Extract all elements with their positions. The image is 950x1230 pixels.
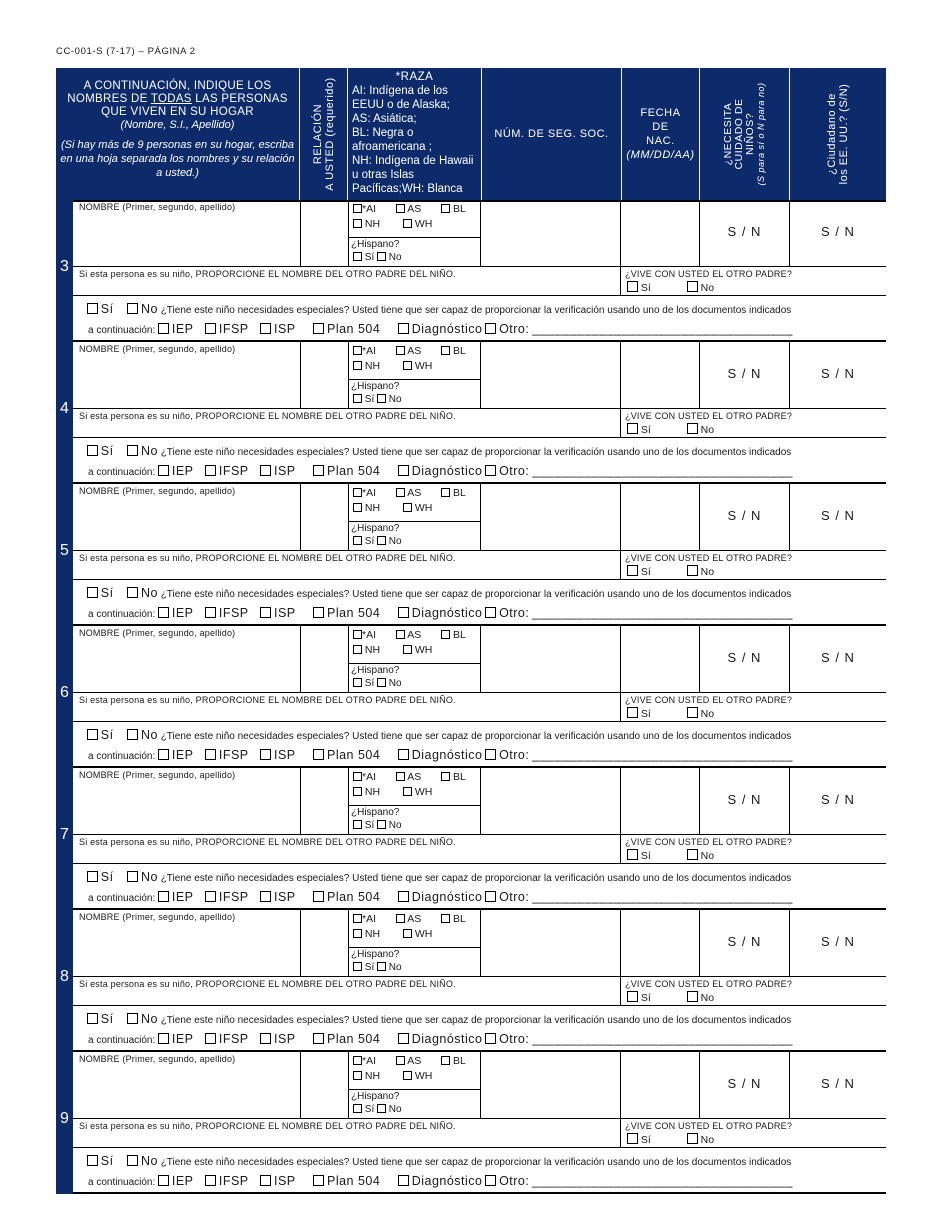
- iep-checkbox[interactable]: [158, 323, 169, 334]
- special-needs-line-2: a continuación: IEP IFSP ISP Plan 504 Diagnóstico Otro: ___________________________________: [88, 1032, 793, 1046]
- otro-field[interactable]: ___________________________________: [532, 322, 793, 336]
- hispanic-no-checkbox[interactable]: [377, 962, 386, 971]
- diagnostico-checkbox[interactable]: [398, 891, 409, 902]
- header-names-line-4: (Nombre, S.I., Apellido): [120, 119, 235, 131]
- race-ai-checkbox[interactable]: [353, 914, 362, 923]
- race-bl-checkbox[interactable]: [441, 204, 450, 213]
- otro-checkbox[interactable]: [485, 891, 496, 902]
- name-label: NOMBRE (Primer, segundo, apellido): [79, 486, 236, 496]
- plan504-checkbox[interactable]: [313, 891, 324, 902]
- name-field[interactable]: [74, 1066, 299, 1117]
- table-header: [56, 68, 886, 202]
- race-bl-checkbox[interactable]: [441, 772, 450, 781]
- otro-field[interactable]: ___________________________________: [532, 1174, 793, 1188]
- citizen-yn[interactable]: S / N: [821, 1076, 855, 1091]
- dob-field[interactable]: [621, 1053, 698, 1117]
- race-row-1: *AI AS BL: [353, 629, 466, 641]
- ifsp-checkbox[interactable]: [205, 749, 216, 760]
- dob-field[interactable]: [621, 343, 698, 407]
- race-as-checkbox[interactable]: [396, 772, 405, 781]
- race-wh-checkbox[interactable]: [403, 1071, 412, 1080]
- race-row-1: *AI AS BL: [353, 487, 466, 499]
- person-row: [56, 342, 886, 484]
- ifsp-checkbox[interactable]: [205, 465, 216, 476]
- diagnostico-checkbox[interactable]: [398, 1033, 409, 1044]
- race-row-1: *AI AS BL: [353, 345, 466, 357]
- special-needs-line-1: Sí No ¿Tiene este niño necesidades especiales? Usted tiene que ser capaz de proporcionar la verificación usando uno de los documentos indicados: [87, 1154, 791, 1168]
- race-nh-checkbox[interactable]: [353, 787, 362, 796]
- hispanic-options: Sí No: [353, 962, 402, 973]
- other-parent-label: Si esta persona es su niño, PROPORCIONE EL NOMBRE DEL OTRO PADRE DEL NIÑO.: [79, 695, 456, 705]
- iep-checkbox[interactable]: [158, 607, 169, 618]
- header-names-line-1: A CONTINUACIÓN, INDIQUE LOS: [83, 80, 272, 92]
- special-needs-line-1: Sí No ¿Tiene este niño necesidades especiales? Usted tiene que ser capaz de proporcionar la verificación usando uno de los documentos indicados: [87, 728, 791, 742]
- dob-field[interactable]: [621, 769, 698, 833]
- isp-checkbox[interactable]: [260, 323, 271, 334]
- relation-field[interactable]: [301, 1053, 347, 1117]
- hispanic-yes-checkbox[interactable]: [353, 252, 362, 261]
- hispanic-options: Sí No: [353, 1104, 402, 1115]
- iep-checkbox[interactable]: [158, 1175, 169, 1186]
- relation-field[interactable]: [301, 343, 347, 407]
- plan504-checkbox[interactable]: [313, 607, 324, 618]
- special-needs-line-1: Sí No ¿Tiene este niño necesidades especiales? Usted tiene que ser capaz de proporcionar la verificación usando uno de los documentos indicados: [87, 1012, 791, 1026]
- header-childcare-column: ¿NECESITA CUIDADO DE NIÑOS? (S para sí o N para no): [700, 68, 790, 200]
- diagnostico-checkbox[interactable]: [398, 1175, 409, 1186]
- other-parent-field[interactable]: [74, 990, 619, 1004]
- header-relation-column: RELACIÓN A USTED (requerido): [300, 68, 348, 200]
- person-number: 3: [56, 200, 73, 342]
- other-parent-label: Si esta persona es su niño, PROPORCIONE EL NOMBRE DEL OTRO PADRE DEL NIÑO.: [79, 837, 456, 847]
- hispanic-yes-checkbox[interactable]: [353, 536, 362, 545]
- lives-with-no-checkbox[interactable]: [687, 423, 698, 434]
- lives-with-options: Sí No: [627, 991, 714, 1004]
- special-needs-line-2: a continuación: IEP IFSP ISP Plan 504 Diagnóstico Otro: ___________________________________: [88, 748, 793, 762]
- dob-field[interactable]: [621, 627, 698, 691]
- ifsp-checkbox[interactable]: [205, 891, 216, 902]
- special-needs-line-2: a continuación: IEP IFSP ISP Plan 504 Diagnóstico Otro: ___________________________________: [88, 606, 793, 620]
- race-as-checkbox[interactable]: [396, 914, 405, 923]
- header-names-note: (Si hay más de 9 personas en su hogar, escriba en una hoja separada los nombres y su relación a usted.): [60, 139, 295, 179]
- person-grid: [73, 200, 886, 342]
- special-needs-line-2: a continuación: IEP IFSP ISP Plan 504 Diagnóstico Otro: ___________________________________: [88, 1174, 793, 1188]
- relation-field[interactable]: [301, 769, 347, 833]
- person-grid: [73, 484, 886, 626]
- race-bl-checkbox[interactable]: [441, 630, 450, 639]
- childcare-yn[interactable]: S / N: [727, 366, 762, 381]
- name-field[interactable]: [74, 924, 299, 975]
- isp-checkbox[interactable]: [260, 749, 271, 760]
- iep-checkbox[interactable]: [158, 1033, 169, 1044]
- race-nh-checkbox[interactable]: [353, 645, 362, 654]
- relation-field[interactable]: [301, 201, 347, 265]
- race-ai-checkbox[interactable]: [353, 346, 362, 355]
- special-needs-yes-checkbox[interactable]: [87, 1013, 98, 1024]
- otro-checkbox[interactable]: [485, 1175, 496, 1186]
- childcare-yn[interactable]: S / N: [727, 934, 762, 949]
- hispanic-no-checkbox[interactable]: [377, 536, 386, 545]
- form-code: CC-001-S (7-17) – PÁGINA 2: [56, 46, 196, 57]
- name-field[interactable]: [74, 498, 299, 549]
- ifsp-checkbox[interactable]: [205, 607, 216, 618]
- lives-with-yes-checkbox[interactable]: [627, 707, 638, 718]
- lives-with-no-checkbox[interactable]: [687, 565, 698, 576]
- other-parent-field[interactable]: [74, 564, 619, 578]
- hispanic-yes-checkbox[interactable]: [353, 820, 362, 829]
- lives-with-no-checkbox[interactable]: [687, 281, 698, 292]
- citizen-yn[interactable]: S / N: [821, 934, 855, 949]
- lives-with-label: ¿VIVE CON USTED EL OTRO PADRE?: [625, 553, 793, 563]
- other-parent-label: Si esta persona es su niño, PROPORCIONE EL NOMBRE DEL OTRO PADRE DEL NIÑO.: [79, 1121, 456, 1131]
- special-needs-line-2: a continuación: IEP IFSP ISP Plan 504 Diagnóstico Otro: ___________________________________: [88, 464, 793, 478]
- name-label: NOMBRE (Primer, segundo, apellido): [79, 1054, 236, 1064]
- header-names-column: [56, 68, 300, 200]
- special-needs-line-1: Sí No ¿Tiene este niño necesidades especiales? Usted tiene que ser capaz de proporcionar la verificación usando uno de los documentos indicados: [87, 870, 791, 884]
- person-number: 5: [56, 484, 73, 626]
- ssn-field[interactable]: [481, 201, 619, 265]
- lives-with-label: ¿VIVE CON USTED EL OTRO PADRE?: [625, 979, 793, 989]
- lives-with-yes-checkbox[interactable]: [627, 1133, 638, 1144]
- race-as-checkbox[interactable]: [396, 204, 405, 213]
- iep-checkbox[interactable]: [158, 749, 169, 760]
- race-row-2: NH WH: [353, 360, 432, 372]
- race-row-2: NH WH: [353, 502, 432, 514]
- lives-with-label: ¿VIVE CON USTED EL OTRO PADRE?: [625, 269, 793, 279]
- other-parent-field[interactable]: [74, 1132, 619, 1146]
- person-grid: [73, 1052, 886, 1194]
- other-parent-field[interactable]: [74, 280, 619, 294]
- ssn-field[interactable]: [481, 769, 619, 833]
- header-ssn-column: NÚM. DE SEG. SOC.: [482, 68, 622, 200]
- race-row-1: *AI AS BL: [353, 1055, 466, 1067]
- ssn-field[interactable]: [481, 911, 619, 975]
- plan504-checkbox[interactable]: [313, 749, 324, 760]
- name-label: NOMBRE (Primer, segundo, apellido): [79, 912, 236, 922]
- other-parent-label: Si esta persona es su niño, PROPORCIONE EL NOMBRE DEL OTRO PADRE DEL NIÑO.: [79, 411, 456, 421]
- ssn-field[interactable]: [481, 1053, 619, 1117]
- person-grid: [73, 626, 886, 768]
- isp-checkbox[interactable]: [260, 1033, 271, 1044]
- otro-field[interactable]: ___________________________________: [532, 606, 793, 620]
- special-needs-no-checkbox[interactable]: [127, 1155, 138, 1166]
- citizen-yn[interactable]: S / N: [821, 650, 855, 665]
- race-bl-checkbox[interactable]: [441, 914, 450, 923]
- person-row: [56, 626, 886, 768]
- special-needs-yes-checkbox[interactable]: [87, 587, 98, 598]
- lives-with-yes-checkbox[interactable]: [627, 849, 638, 860]
- person-row: [56, 1052, 886, 1194]
- name-label: NOMBRE (Primer, segundo, apellido): [79, 202, 236, 212]
- special-needs-line-1: Sí No ¿Tiene este niño necesidades especiales? Usted tiene que ser capaz de proporcionar la verificación usando uno de los documentos indicados: [87, 586, 791, 600]
- person-grid: [73, 910, 886, 1052]
- hispanic-yes-checkbox[interactable]: [353, 678, 362, 687]
- lives-with-no-checkbox[interactable]: [687, 849, 698, 860]
- other-parent-label: Si esta persona es su niño, PROPORCIONE EL NOMBRE DEL OTRO PADRE DEL NIÑO.: [79, 269, 456, 279]
- ifsp-checkbox[interactable]: [205, 1175, 216, 1186]
- special-needs-question: ¿Tiene este niño necesidades especiales? Usted tiene que ser capaz de proporcionar la verificación usando uno de los documentos indicados: [160, 1015, 792, 1026]
- otro-checkbox[interactable]: [485, 323, 496, 334]
- person-row: [56, 200, 886, 342]
- race-row-1: *AI AS BL: [353, 913, 466, 925]
- race-ai-checkbox[interactable]: [353, 630, 362, 639]
- race-ai-checkbox[interactable]: [353, 772, 362, 781]
- lives-with-yes-checkbox[interactable]: [627, 423, 638, 434]
- isp-checkbox[interactable]: [260, 607, 271, 618]
- lives-with-no-checkbox[interactable]: [687, 1133, 698, 1144]
- otro-field[interactable]: ___________________________________: [532, 1032, 793, 1046]
- race-row-1: *AI AS BL: [353, 771, 466, 783]
- childcare-yn[interactable]: S / N: [727, 650, 762, 665]
- dob-field[interactable]: [621, 201, 698, 265]
- hispanic-options: Sí No: [353, 252, 402, 263]
- ifsp-checkbox[interactable]: [205, 323, 216, 334]
- race-row-2: NH WH: [353, 928, 432, 940]
- otro-field[interactable]: ___________________________________: [532, 748, 793, 762]
- otro-checkbox[interactable]: [485, 749, 496, 760]
- hispanic-label: ¿Hispano?: [351, 807, 400, 818]
- relation-field[interactable]: [301, 627, 347, 691]
- ssn-field[interactable]: [481, 485, 619, 549]
- other-parent-label: Si esta persona es su niño, PROPORCIONE EL NOMBRE DEL OTRO PADRE DEL NIÑO.: [79, 553, 456, 563]
- person-row: [56, 910, 886, 1052]
- special-needs-question: ¿Tiene este niño necesidades especiales? Usted tiene que ser capaz de proporcionar la verificación usando uno de los documentos indicados: [160, 731, 792, 742]
- special-needs-no-checkbox[interactable]: [127, 1013, 138, 1024]
- name-label: NOMBRE (Primer, segundo, apellido): [79, 344, 236, 354]
- ssn-field[interactable]: [481, 343, 619, 407]
- lives-with-options: Sí No: [627, 1133, 714, 1146]
- lives-with-options: Sí No: [627, 281, 714, 294]
- hispanic-label: ¿Hispano?: [351, 949, 400, 960]
- race-bl-checkbox[interactable]: [441, 488, 450, 497]
- header-names-line-3: QUE VIVEN EN SU HOGAR: [101, 106, 254, 118]
- diagnostico-checkbox[interactable]: [398, 607, 409, 618]
- person-grid: [73, 768, 886, 910]
- hispanic-yes-checkbox[interactable]: [353, 1104, 362, 1113]
- citizen-yn[interactable]: S / N: [821, 224, 855, 239]
- otro-field[interactable]: ___________________________________: [532, 890, 793, 904]
- name-field[interactable]: [74, 214, 299, 265]
- other-parent-field[interactable]: [74, 706, 619, 720]
- hispanic-label: ¿Hispano?: [351, 381, 400, 392]
- person-number: 7: [56, 768, 73, 910]
- lives-with-label: ¿VIVE CON USTED EL OTRO PADRE?: [625, 695, 793, 705]
- special-needs-yes-checkbox[interactable]: [87, 1155, 98, 1166]
- special-needs-question: ¿Tiene este niño necesidades especiales? Usted tiene que ser capaz de proporcionar la verificación usando uno de los documentos indicados: [160, 873, 792, 884]
- childcare-yn[interactable]: S / N: [727, 792, 762, 807]
- diagnostico-checkbox[interactable]: [398, 323, 409, 334]
- childcare-yn[interactable]: S / N: [727, 224, 762, 239]
- citizen-yn[interactable]: S / N: [821, 792, 855, 807]
- lives-with-yes-checkbox[interactable]: [627, 991, 638, 1002]
- other-parent-label: Si esta persona es su niño, PROPORCIONE EL NOMBRE DEL OTRO PADRE DEL NIÑO.: [79, 979, 456, 989]
- race-wh-checkbox[interactable]: [403, 645, 412, 654]
- person-row: [56, 484, 886, 626]
- name-field[interactable]: [74, 640, 299, 691]
- race-row-2: NH WH: [353, 218, 432, 230]
- plan504-checkbox[interactable]: [313, 1033, 324, 1044]
- race-as-checkbox[interactable]: [396, 1056, 405, 1065]
- hispanic-no-checkbox[interactable]: [377, 1104, 386, 1113]
- special-needs-no-checkbox[interactable]: [127, 303, 138, 314]
- plan504-checkbox[interactable]: [313, 323, 324, 334]
- hispanic-label: ¿Hispano?: [351, 1091, 400, 1102]
- special-needs-question: ¿Tiene este niño necesidades especiales? Usted tiene que ser capaz de proporcionar la verificación usando uno de los documentos indicados: [160, 447, 792, 458]
- hispanic-label: ¿Hispano?: [351, 665, 400, 676]
- hispanic-label: ¿Hispano?: [351, 239, 400, 250]
- hispanic-label: ¿Hispano?: [351, 523, 400, 534]
- relation-field[interactable]: [301, 911, 347, 975]
- otro-checkbox[interactable]: [485, 465, 496, 476]
- special-needs-line-2: a continuación: IEP IFSP ISP Plan 504 Diagnóstico Otro: ___________________________________: [88, 890, 793, 904]
- race-wh-checkbox[interactable]: [403, 503, 412, 512]
- other-parent-field[interactable]: [74, 422, 619, 436]
- header-race-column: *RAZA AI: Indígena de los EEUU o de Alaska; AS: Asiática; BL: Negra o afroamericana ; NH: Indígena de Hawaii u otras Islas Pacíficas;WH: Blanca: [348, 68, 482, 200]
- special-needs-line-1: Sí No ¿Tiene este niño necesidades especiales? Usted tiene que ser capaz de proporcionar la verificación usando uno de los documentos indicados: [87, 444, 791, 458]
- race-nh-checkbox[interactable]: [353, 361, 362, 370]
- lives-with-label: ¿VIVE CON USTED EL OTRO PADRE?: [625, 837, 793, 847]
- special-needs-no-checkbox[interactable]: [127, 587, 138, 598]
- hispanic-no-checkbox[interactable]: [377, 394, 386, 403]
- race-ai-checkbox[interactable]: [353, 1056, 362, 1065]
- isp-checkbox[interactable]: [260, 1175, 271, 1186]
- special-needs-question: ¿Tiene este niño necesidades especiales? Usted tiene que ser capaz de proporcionar la verificación usando uno de los documentos indicados: [160, 305, 792, 316]
- race-as-checkbox[interactable]: [396, 630, 405, 639]
- hispanic-yes-checkbox[interactable]: [353, 962, 362, 971]
- otro-checkbox[interactable]: [485, 1033, 496, 1044]
- race-nh-checkbox[interactable]: [353, 929, 362, 938]
- race-bl-checkbox[interactable]: [441, 346, 450, 355]
- otro-field[interactable]: ___________________________________: [532, 464, 793, 478]
- special-needs-question: ¿Tiene este niño necesidades especiales? Usted tiene que ser capaz de proporcionar la verificación usando uno de los documentos indicados: [160, 1157, 792, 1168]
- dob-field[interactable]: [621, 911, 698, 975]
- dob-field[interactable]: [621, 485, 698, 549]
- race-nh-checkbox[interactable]: [353, 503, 362, 512]
- special-needs-question: ¿Tiene este niño necesidades especiales? Usted tiene que ser capaz de proporcionar la verificación usando uno de los documentos indicados: [160, 589, 792, 600]
- hispanic-no-checkbox[interactable]: [377, 820, 386, 829]
- race-wh-checkbox[interactable]: [403, 787, 412, 796]
- special-needs-no-checkbox[interactable]: [127, 729, 138, 740]
- lives-with-label: ¿VIVE CON USTED EL OTRO PADRE?: [625, 1121, 793, 1131]
- special-needs-no-checkbox[interactable]: [127, 871, 138, 882]
- race-wh-checkbox[interactable]: [403, 219, 412, 228]
- special-needs-yes-checkbox[interactable]: [87, 303, 98, 314]
- hispanic-options: Sí No: [353, 394, 402, 405]
- person-grid: [73, 342, 886, 484]
- hispanic-no-checkbox[interactable]: [377, 252, 386, 261]
- person-row: [56, 768, 886, 910]
- special-needs-line-1: Sí No ¿Tiene este niño necesidades especiales? Usted tiene que ser capaz de proporcionar la verificación usando uno de los documentos indicados: [87, 302, 791, 316]
- name-label: NOMBRE (Primer, segundo, apellido): [79, 628, 236, 638]
- lives-with-options: Sí No: [627, 849, 714, 862]
- relation-field[interactable]: [301, 485, 347, 549]
- race-bl-checkbox[interactable]: [441, 1056, 450, 1065]
- hispanic-yes-checkbox[interactable]: [353, 394, 362, 403]
- header-names-line-2: NOMBRES DE TODAS LAS PERSONAS: [67, 93, 288, 105]
- name-label: NOMBRE (Primer, segundo, apellido): [79, 770, 236, 780]
- header-citizen-column: ¿Ciudadano de los EE. UU.? (S/N): [826, 83, 850, 185]
- iep-checkbox[interactable]: [158, 891, 169, 902]
- childcare-yn[interactable]: S / N: [727, 1076, 762, 1091]
- lives-with-no-checkbox[interactable]: [687, 707, 698, 718]
- special-needs-no-checkbox[interactable]: [127, 445, 138, 456]
- plan504-checkbox[interactable]: [313, 1175, 324, 1186]
- lives-with-options: Sí No: [627, 707, 714, 720]
- race-row-2: NH WH: [353, 786, 432, 798]
- hispanic-no-checkbox[interactable]: [377, 678, 386, 687]
- name-field[interactable]: [74, 356, 299, 407]
- race-nh-checkbox[interactable]: [353, 219, 362, 228]
- race-row-1: *AI AS BL: [353, 203, 466, 215]
- lives-with-options: Sí No: [627, 423, 714, 436]
- citizen-yn[interactable]: S / N: [821, 366, 855, 381]
- person-number: 8: [56, 910, 73, 1052]
- lives-with-no-checkbox[interactable]: [687, 991, 698, 1002]
- person-number: 6: [56, 626, 73, 768]
- special-needs-line-2: a continuación: IEP IFSP ISP Plan 504 Diagnóstico Otro: ___________________________________: [88, 322, 793, 336]
- other-parent-field[interactable]: [74, 848, 619, 862]
- header-dob-column: FECHA DE NAC. (MM/DD/AA): [622, 68, 700, 200]
- race-as-checkbox[interactable]: [396, 488, 405, 497]
- ssn-field[interactable]: [481, 627, 619, 691]
- race-wh-checkbox[interactable]: [403, 361, 412, 370]
- plan504-checkbox[interactable]: [313, 465, 324, 476]
- race-ai-checkbox[interactable]: [353, 204, 362, 213]
- hispanic-options: Sí No: [353, 820, 402, 831]
- isp-checkbox[interactable]: [260, 465, 271, 476]
- name-field[interactable]: [74, 782, 299, 833]
- race-as-checkbox[interactable]: [396, 346, 405, 355]
- isp-checkbox[interactable]: [260, 891, 271, 902]
- race-row-2: NH WH: [353, 1070, 432, 1082]
- diagnostico-checkbox[interactable]: [398, 465, 409, 476]
- hispanic-options: Sí No: [353, 678, 402, 689]
- person-number: 4: [56, 342, 73, 484]
- special-needs-yes-checkbox[interactable]: [87, 871, 98, 882]
- ifsp-checkbox[interactable]: [205, 1033, 216, 1044]
- otro-checkbox[interactable]: [485, 607, 496, 618]
- race-nh-checkbox[interactable]: [353, 1071, 362, 1080]
- race-row-2: NH WH: [353, 644, 432, 656]
- person-number: 9: [56, 1052, 73, 1194]
- lives-with-options: Sí No: [627, 565, 714, 578]
- lives-with-yes-checkbox[interactable]: [627, 565, 638, 576]
- citizen-yn[interactable]: S / N: [821, 508, 855, 523]
- race-wh-checkbox[interactable]: [403, 929, 412, 938]
- race-ai-checkbox[interactable]: [353, 488, 362, 497]
- iep-checkbox[interactable]: [158, 465, 169, 476]
- childcare-yn[interactable]: S / N: [727, 508, 762, 523]
- lives-with-label: ¿VIVE CON USTED EL OTRO PADRE?: [625, 411, 793, 421]
- hispanic-options: Sí No: [353, 536, 402, 547]
- diagnostico-checkbox[interactable]: [398, 749, 409, 760]
- special-needs-yes-checkbox[interactable]: [87, 729, 98, 740]
- lives-with-yes-checkbox[interactable]: [627, 281, 638, 292]
- special-needs-yes-checkbox[interactable]: [87, 445, 98, 456]
